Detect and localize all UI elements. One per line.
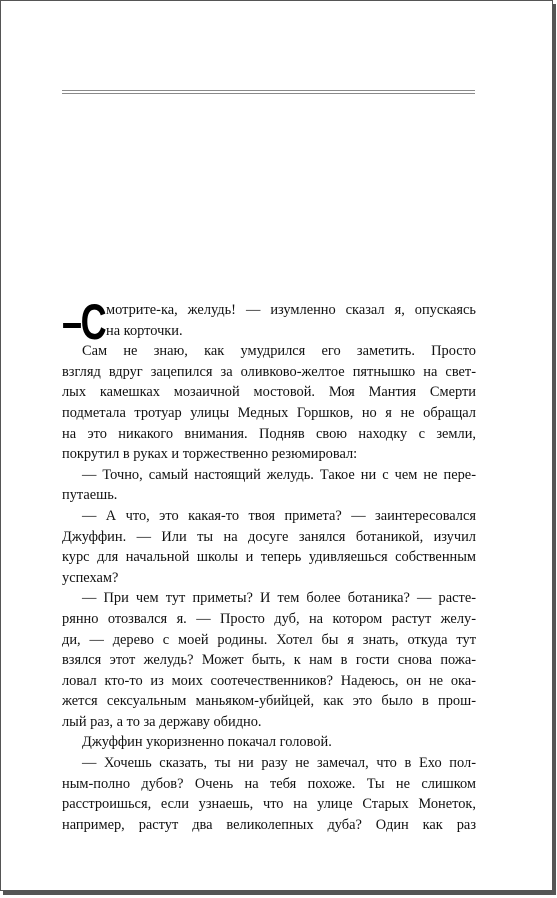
- text-line: подметала тротуар улицы Медных Горшков, но я не обращал: [62, 404, 476, 421]
- text-line: успехам?: [62, 569, 119, 586]
- text-line: жется сексуальным маньяком-убийцей, как это было в прош-: [62, 693, 476, 710]
- text-line: путаешь.: [62, 487, 118, 504]
- text-line: расстроишься, если узнаешь, что на улице Старых Монеток,: [62, 796, 476, 813]
- text-line: покрутил в руках и торжественно резюмировал:: [62, 446, 358, 463]
- text-line: — При чем тут приметы? И тем более ботаника? — расте-: [82, 590, 476, 607]
- text-line: мотрите-ка, желудь! — изумленно сказал я, опускаясь: [106, 302, 476, 318]
- text-line: Джуффин укоризненно покачал головой.: [82, 734, 332, 751]
- opening-paragraph: [62, 294, 476, 350]
- text-line: лый раз, а то за державу обидно.: [62, 713, 262, 730]
- text-line: лых камешках мозаичной мостовой. Моя Мантия Смерти: [62, 384, 476, 401]
- text-line: — Точно, самый настоящий желудь. Такое ни с чем не пере-: [82, 466, 476, 483]
- text-line: рянно отозвался я. — Просто дуб, на котором растут желу-: [62, 610, 476, 627]
- drop-cap: –С: [62, 294, 106, 350]
- text-line: ди, — дерево с моей родины. Хотел бы я знать, откуда тут: [62, 631, 476, 648]
- text-line: Сам не знаю, как умудрился его заметить. Просто: [82, 343, 476, 360]
- text-line: например, растут два великолепных дуба? Один как раз: [62, 816, 476, 833]
- body-text: [62, 294, 476, 835]
- chapter-header-rule: [62, 90, 475, 94]
- text-line: — Хочешь сказать, ты ни разу не замечал, что в Ехо пол-: [82, 755, 476, 772]
- text-line: — А что, это какая-то твоя примета? — заинтересовался: [82, 507, 476, 524]
- text-line: курс для начальной школы и теперь удивляешься собственным: [62, 549, 476, 566]
- text-line: на корточки.: [106, 322, 183, 339]
- text-line: на это никакого внимания. Подняв свою находку с земли,: [62, 425, 476, 442]
- text-line: ловал кто-то из моих соотечественников? Надеюсь, он не ока-: [62, 672, 476, 689]
- text-line: взгляд вдруг зацепился за оливково-желтое пятнышко на свет-: [62, 363, 476, 380]
- text-line: ным-полно дубов? Очень на тебя похоже. Ты не слишком: [62, 775, 476, 792]
- text-line: Джуффин. — Или ты на досуге занялся ботаникой, изучил: [62, 528, 476, 545]
- text-line: взялся этот желудь? Может быть, к нам в гости снова пожа-: [62, 652, 476, 669]
